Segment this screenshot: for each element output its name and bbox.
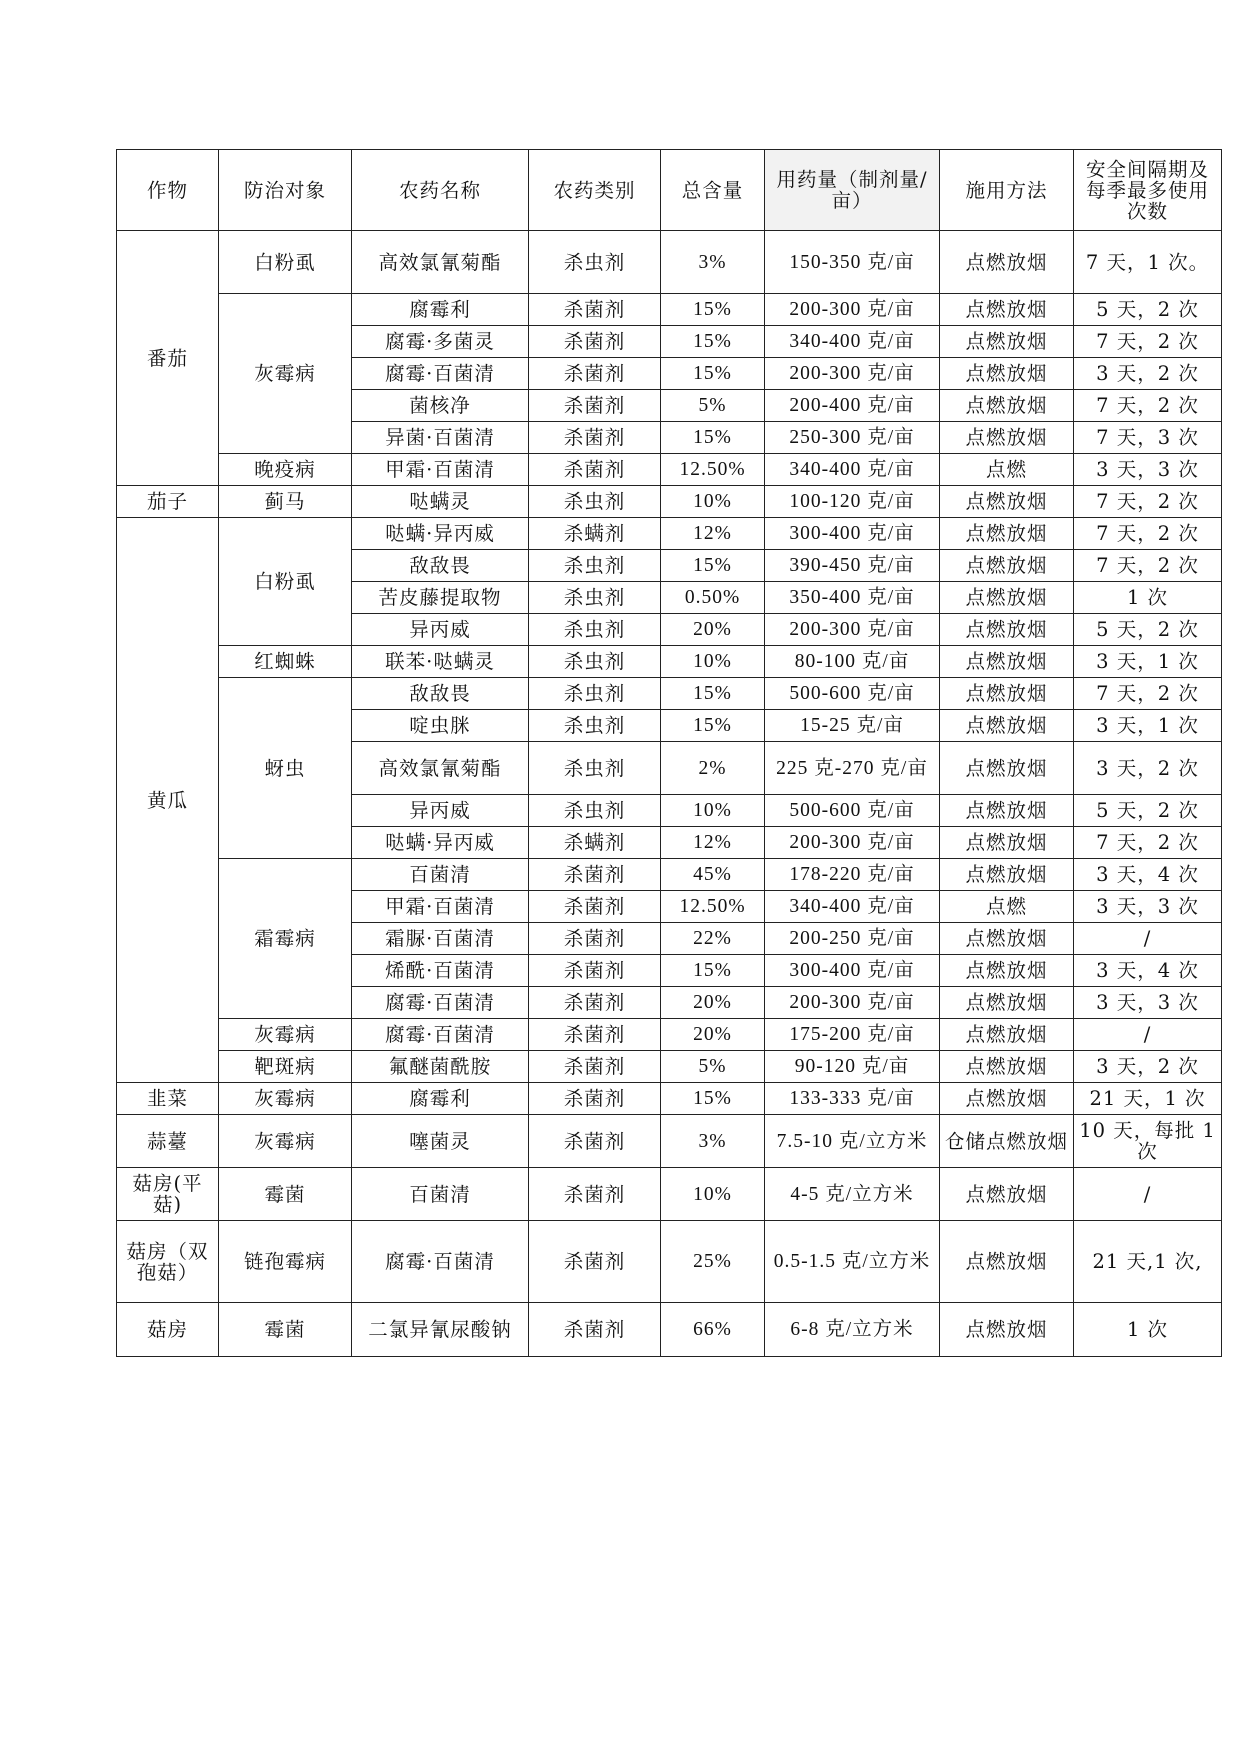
- cell-interval: 7 天，1 次。: [1074, 231, 1222, 294]
- cell-target: 晚疫病: [219, 454, 352, 486]
- cell-interval: 3 天，3 次: [1074, 891, 1222, 923]
- cell-content: 10%: [661, 1168, 765, 1221]
- cell-content: 25%: [661, 1221, 765, 1303]
- cell-method: 点燃放烟: [940, 710, 1074, 742]
- cell-content: 15%: [661, 955, 765, 987]
- cell-interval: 7 天，3 次: [1074, 422, 1222, 454]
- cell-interval: 1 次: [1074, 1303, 1222, 1357]
- cell-name: 联苯·哒螨灵: [352, 646, 529, 678]
- cell-method: 点燃放烟: [940, 358, 1074, 390]
- cell-type: 杀菌剂: [529, 1168, 661, 1221]
- cell-dose: 390-450 克/亩: [765, 550, 940, 582]
- header-interval: 安全间隔期及每季最多使用次数: [1074, 150, 1222, 231]
- cell-dose: 300-400 克/亩: [765, 955, 940, 987]
- cell-interval: 3 天，4 次: [1074, 859, 1222, 891]
- cell-type: 杀虫剂: [529, 614, 661, 646]
- cell-dose: 350-400 克/亩: [765, 582, 940, 614]
- cell-content: 66%: [661, 1303, 765, 1357]
- cell-name: 高效氯氰菊酯: [352, 231, 529, 294]
- cell-name: 敌敌畏: [352, 678, 529, 710]
- cell-name: 氟醚菌酰胺: [352, 1051, 529, 1083]
- cell-dose: 15-25 克/亩: [765, 710, 940, 742]
- cell-dose: 200-400 克/亩: [765, 390, 940, 422]
- table-row: [117, 1019, 1222, 1051]
- cell-name: 腐霉·百菌清: [352, 987, 529, 1019]
- cell-crop: 韭菜: [117, 1083, 219, 1115]
- cell-name: 甲霜·百菌清: [352, 454, 529, 486]
- cell-method: 点燃放烟: [940, 1083, 1074, 1115]
- cell-method: 点燃放烟: [940, 326, 1074, 358]
- cell-name: 啶虫脒: [352, 710, 529, 742]
- cell-content: 15%: [661, 1083, 765, 1115]
- cell-dose: 340-400 克/亩: [765, 326, 940, 358]
- cell-interval: 3 天，4 次: [1074, 955, 1222, 987]
- cell-content: 12.50%: [661, 454, 765, 486]
- cell-target: 灰霉病: [219, 1115, 352, 1168]
- cell-target: 灰霉病: [219, 294, 352, 454]
- pesticide-table: [116, 149, 1222, 1357]
- cell-crop: 菇房: [117, 1303, 219, 1357]
- table-row: [117, 1051, 1222, 1083]
- cell-content: 15%: [661, 294, 765, 326]
- cell-type: 杀虫剂: [529, 742, 661, 795]
- cell-method: 仓储点燃放烟: [940, 1115, 1074, 1168]
- cell-type: 杀菌剂: [529, 891, 661, 923]
- table-row: [117, 294, 1222, 326]
- cell-crop: 黄瓜: [117, 518, 219, 1083]
- cell-name: 腐霉·多菌灵: [352, 326, 529, 358]
- cell-dose: 178-220 克/亩: [765, 859, 940, 891]
- cell-name: 哒螨·异丙威: [352, 827, 529, 859]
- table-row: [117, 1303, 1222, 1357]
- cell-interval: 3 天，3 次: [1074, 987, 1222, 1019]
- cell-method: 点燃放烟: [940, 795, 1074, 827]
- cell-interval: 3 天，2 次: [1074, 1051, 1222, 1083]
- cell-type: 杀螨剂: [529, 827, 661, 859]
- cell-target: 蓟马: [219, 486, 352, 518]
- cell-type: 杀虫剂: [529, 550, 661, 582]
- table-row: [117, 646, 1222, 678]
- cell-interval: 7 天，2 次: [1074, 486, 1222, 518]
- cell-crop: 菇房(平菇): [117, 1168, 219, 1221]
- cell-dose: 7.5-10 克/立方米: [765, 1115, 940, 1168]
- cell-name: 哒螨灵: [352, 486, 529, 518]
- cell-content: 15%: [661, 326, 765, 358]
- cell-content: 3%: [661, 231, 765, 294]
- cell-dose: 200-300 克/亩: [765, 987, 940, 1019]
- cell-type: 杀菌剂: [529, 422, 661, 454]
- table-row: [117, 231, 1222, 294]
- cell-target: 灰霉病: [219, 1083, 352, 1115]
- cell-interval: 7 天，2 次: [1074, 827, 1222, 859]
- cell-dose: 100-120 克/亩: [765, 486, 940, 518]
- cell-type: 杀菌剂: [529, 923, 661, 955]
- cell-name: 腐霉·百菌清: [352, 1019, 529, 1051]
- cell-dose: 4-5 克/立方米: [765, 1168, 940, 1221]
- cell-name: 异丙威: [352, 795, 529, 827]
- cell-interval: 7 天，2 次: [1074, 678, 1222, 710]
- cell-interval: 7 天，2 次: [1074, 550, 1222, 582]
- cell-dose: 90-120 克/亩: [765, 1051, 940, 1083]
- cell-interval: /: [1074, 1019, 1222, 1051]
- cell-interval: 3 天，3 次: [1074, 454, 1222, 486]
- table-row: [117, 1221, 1222, 1303]
- header-target: 防治对象: [219, 150, 352, 231]
- cell-dose: 300-400 克/亩: [765, 518, 940, 550]
- cell-interval: 1 次: [1074, 582, 1222, 614]
- cell-crop: 蒜薹: [117, 1115, 219, 1168]
- cell-dose: 250-300 克/亩: [765, 422, 940, 454]
- cell-dose: 500-600 克/亩: [765, 795, 940, 827]
- cell-interval: 21 天，1 次: [1074, 1083, 1222, 1115]
- cell-type: 杀虫剂: [529, 678, 661, 710]
- header-crop: 作物: [117, 150, 219, 231]
- cell-content: 45%: [661, 859, 765, 891]
- cell-target: 灰霉病: [219, 1019, 352, 1051]
- cell-interval: 5 天，2 次: [1074, 614, 1222, 646]
- cell-dose: 200-300 克/亩: [765, 827, 940, 859]
- cell-type: 杀菌剂: [529, 454, 661, 486]
- cell-method: 点燃放烟: [940, 582, 1074, 614]
- cell-dose: 175-200 克/亩: [765, 1019, 940, 1051]
- cell-method: 点燃放烟: [940, 390, 1074, 422]
- cell-method: 点燃放烟: [940, 1019, 1074, 1051]
- cell-interval: /: [1074, 1168, 1222, 1221]
- cell-target: 霜霉病: [219, 859, 352, 1019]
- cell-name: 苦皮藤提取物: [352, 582, 529, 614]
- cell-name: 百菌清: [352, 859, 529, 891]
- cell-interval: /: [1074, 923, 1222, 955]
- cell-content: 20%: [661, 614, 765, 646]
- cell-type: 杀虫剂: [529, 486, 661, 518]
- cell-content: 10%: [661, 486, 765, 518]
- cell-target: 链孢霉病: [219, 1221, 352, 1303]
- cell-method: 点燃放烟: [940, 518, 1074, 550]
- cell-content: 15%: [661, 422, 765, 454]
- cell-method: 点燃: [940, 891, 1074, 923]
- cell-dose: 6-8 克/立方米: [765, 1303, 940, 1357]
- cell-interval: 7 天，2 次: [1074, 518, 1222, 550]
- cell-content: 0.50%: [661, 582, 765, 614]
- cell-method: 点燃放烟: [940, 231, 1074, 294]
- cell-type: 杀虫剂: [529, 795, 661, 827]
- cell-dose: 80-100 克/亩: [765, 646, 940, 678]
- table-row: [117, 1115, 1222, 1168]
- cell-type: 杀菌剂: [529, 326, 661, 358]
- cell-type: 杀菌剂: [529, 859, 661, 891]
- header-row: [117, 150, 1222, 231]
- cell-target: 白粉虱: [219, 518, 352, 646]
- cell-content: 15%: [661, 550, 765, 582]
- cell-interval: 3 天，2 次: [1074, 742, 1222, 795]
- cell-method: 点燃放烟: [940, 859, 1074, 891]
- cell-dose: 200-250 克/亩: [765, 923, 940, 955]
- cell-dose: 133-333 克/亩: [765, 1083, 940, 1115]
- cell-method: 点燃放烟: [940, 422, 1074, 454]
- cell-name: 高效氯氰菊酯: [352, 742, 529, 795]
- cell-content: 20%: [661, 1019, 765, 1051]
- cell-content: 5%: [661, 1051, 765, 1083]
- cell-content: 20%: [661, 987, 765, 1019]
- cell-method: 点燃放烟: [940, 1303, 1074, 1357]
- cell-interval: 10 天，每批 1 次: [1074, 1115, 1222, 1168]
- cell-interval: 21 天,1 次,: [1074, 1221, 1222, 1303]
- cell-name: 异丙威: [352, 614, 529, 646]
- cell-name: 腐霉·百菌清: [352, 358, 529, 390]
- cell-content: 22%: [661, 923, 765, 955]
- cell-name: 噻菌灵: [352, 1115, 529, 1168]
- cell-dose: 150-350 克/亩: [765, 231, 940, 294]
- cell-name: 二氯异氰尿酸钠: [352, 1303, 529, 1357]
- cell-method: 点燃放烟: [940, 827, 1074, 859]
- cell-type: 杀菌剂: [529, 955, 661, 987]
- cell-method: 点燃放烟: [940, 550, 1074, 582]
- cell-name: 腐霉利: [352, 294, 529, 326]
- cell-type: 杀菌剂: [529, 1303, 661, 1357]
- cell-name: 甲霜·百菌清: [352, 891, 529, 923]
- cell-dose: 340-400 克/亩: [765, 891, 940, 923]
- header-dose: 用药量（制剂量/亩）: [765, 150, 940, 231]
- cell-method: 点燃放烟: [940, 1168, 1074, 1221]
- table-row: [117, 859, 1222, 891]
- cell-method: 点燃放烟: [940, 678, 1074, 710]
- cell-content: 2%: [661, 742, 765, 795]
- cell-type: 杀虫剂: [529, 231, 661, 294]
- cell-dose: 225 克-270 克/亩: [765, 742, 940, 795]
- cell-target: 霉菌: [219, 1303, 352, 1357]
- cell-interval: 5 天，2 次: [1074, 294, 1222, 326]
- cell-target: 白粉虱: [219, 231, 352, 294]
- cell-method: 点燃放烟: [940, 955, 1074, 987]
- cell-name: 腐霉利: [352, 1083, 529, 1115]
- cell-content: 12.50%: [661, 891, 765, 923]
- cell-interval: 3 天，1 次: [1074, 710, 1222, 742]
- cell-name: 百菌清: [352, 1168, 529, 1221]
- cell-name: 腐霉·百菌清: [352, 1221, 529, 1303]
- table-row: [117, 1168, 1222, 1221]
- cell-type: 杀菌剂: [529, 1019, 661, 1051]
- cell-type: 杀菌剂: [529, 987, 661, 1019]
- cell-target: 靶斑病: [219, 1051, 352, 1083]
- cell-dose: 0.5-1.5 克/立方米: [765, 1221, 940, 1303]
- cell-method: 点燃放烟: [940, 486, 1074, 518]
- cell-name: 哒螨·异丙威: [352, 518, 529, 550]
- cell-type: 杀菌剂: [529, 1221, 661, 1303]
- header-name: 农药名称: [352, 150, 529, 231]
- cell-method: 点燃放烟: [940, 987, 1074, 1019]
- cell-method: 点燃放烟: [940, 742, 1074, 795]
- cell-method: 点燃: [940, 454, 1074, 486]
- cell-name: 霜脲·百菌清: [352, 923, 529, 955]
- cell-name: 异菌·百菌清: [352, 422, 529, 454]
- cell-dose: 200-300 克/亩: [765, 358, 940, 390]
- cell-interval: 3 天，1 次: [1074, 646, 1222, 678]
- cell-type: 杀虫剂: [529, 582, 661, 614]
- header-type: 农药类别: [529, 150, 661, 231]
- cell-interval: 5 天，2 次: [1074, 795, 1222, 827]
- cell-target: 红蜘蛛: [219, 646, 352, 678]
- cell-crop: 菇房（双孢菇）: [117, 1221, 219, 1303]
- cell-type: 杀菌剂: [529, 1051, 661, 1083]
- cell-method: 点燃放烟: [940, 1051, 1074, 1083]
- cell-method: 点燃放烟: [940, 1221, 1074, 1303]
- cell-content: 12%: [661, 827, 765, 859]
- cell-method: 点燃放烟: [940, 923, 1074, 955]
- cell-interval: 7 天，2 次: [1074, 326, 1222, 358]
- cell-name: 敌敌畏: [352, 550, 529, 582]
- cell-name: 烯酰·百菌清: [352, 955, 529, 987]
- cell-crop: 茄子: [117, 486, 219, 518]
- table-row: [117, 454, 1222, 486]
- cell-content: 10%: [661, 795, 765, 827]
- cell-crop: 番茄: [117, 231, 219, 486]
- header-content: 总含量: [661, 150, 765, 231]
- cell-interval: 3 天，2 次: [1074, 358, 1222, 390]
- cell-content: 15%: [661, 710, 765, 742]
- cell-type: 杀菌剂: [529, 1083, 661, 1115]
- cell-target: 霉菌: [219, 1168, 352, 1221]
- cell-method: 点燃放烟: [940, 646, 1074, 678]
- table-row: [117, 486, 1222, 518]
- cell-content: 15%: [661, 358, 765, 390]
- cell-type: 杀菌剂: [529, 390, 661, 422]
- cell-method: 点燃放烟: [940, 294, 1074, 326]
- cell-type: 杀虫剂: [529, 710, 661, 742]
- cell-type: 杀菌剂: [529, 358, 661, 390]
- cell-content: 12%: [661, 518, 765, 550]
- header-method: 施用方法: [940, 150, 1074, 231]
- cell-type: 杀虫剂: [529, 646, 661, 678]
- cell-type: 杀菌剂: [529, 1115, 661, 1168]
- cell-dose: 500-600 克/亩: [765, 678, 940, 710]
- cell-interval: 7 天，2 次: [1074, 390, 1222, 422]
- cell-dose: 200-300 克/亩: [765, 614, 940, 646]
- cell-content: 15%: [661, 678, 765, 710]
- cell-name: 菌核净: [352, 390, 529, 422]
- cell-type: 杀螨剂: [529, 518, 661, 550]
- cell-content: 5%: [661, 390, 765, 422]
- cell-content: 10%: [661, 646, 765, 678]
- cell-dose: 340-400 克/亩: [765, 454, 940, 486]
- table-row: [117, 518, 1222, 550]
- table-row: [117, 1083, 1222, 1115]
- cell-content: 3%: [661, 1115, 765, 1168]
- cell-target: 蚜虫: [219, 678, 352, 859]
- cell-dose: 200-300 克/亩: [765, 294, 940, 326]
- cell-method: 点燃放烟: [940, 614, 1074, 646]
- table-row: [117, 678, 1222, 710]
- cell-type: 杀菌剂: [529, 294, 661, 326]
